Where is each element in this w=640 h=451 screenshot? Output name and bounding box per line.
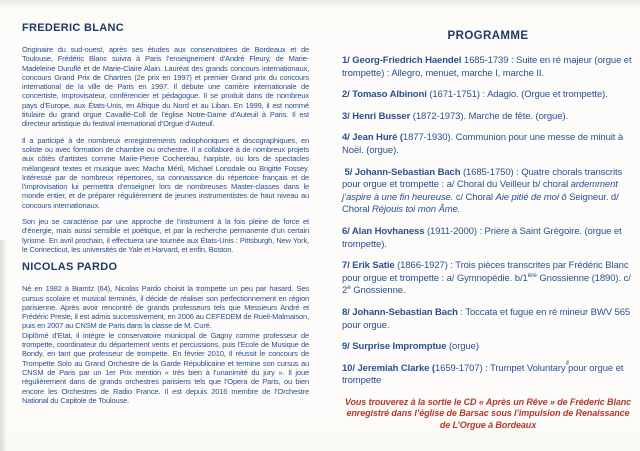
text-run: 1659-1707) : Trumpet Voluntary pour orgue et trompette: [342, 362, 624, 387]
programme-item-7: [342, 260, 634, 298]
programme-item-4: [342, 132, 634, 157]
text-run: 1877-1930). Communion pour une messe de minuit à Noël. (orgue).: [342, 132, 624, 156]
text-run: 5/ Johann-Sebastian Bach: [342, 166, 463, 178]
text-run: 1/ Georg-Friedrich Haendel: [342, 55, 464, 66]
text-run: Gnossienne (1890). c/ 2: [342, 272, 631, 297]
section-title-frederic-blanc: FREDERIC BLANC: [22, 22, 124, 34]
text-run: Gnossienne.: [350, 285, 406, 297]
text-run: Réjouis toi mon Âme.: [371, 204, 461, 216]
right-column: [342, 30, 634, 431]
text-run: (1872-1973). Marche de fête. (orgue).: [412, 110, 568, 122]
text-run: 3/ Henri Busser: [342, 110, 413, 122]
scan-smudge-top: [0, 0, 640, 8]
programme-item-8: [342, 307, 634, 332]
nicolas-bio-paragraph-1: Né en 1982 à Biarritz (64), Nicolas Pardo choisit la trompette un peu par hasard. Ses cursus scolaire et musical terminés, il décide de réaliser son perfectionnement en région parisienne. Après avoir rencontré de grands professeurs tels que Messieurs André et Frédéric Presle, il est admis successivement, en 2006 au CEFEDEM de Rueil-Malmaison, puis en 2007 au CNSM de Paris dans la classe de M. Curé.: [22, 284, 309, 331]
text-run: e: [347, 284, 351, 292]
text-run: 6/ Alan Hovhaness: [342, 225, 427, 237]
programme-item-2: [342, 89, 634, 102]
left-column: [22, 22, 309, 412]
text-run: 1685-1739 : Suite en ré majeur (orgue et trompette) : Allegro, menuet, marche I, marche II.: [342, 55, 632, 79]
text-run: c/ Choral: [453, 191, 496, 203]
programme-item-3: [342, 111, 634, 124]
text-run: 8/ Johann-Sebastian Bach: [342, 306, 461, 318]
text-run: 7/ Erik Satie: [342, 260, 398, 272]
text-run: (orgue): [448, 341, 479, 353]
programme-item-9: [342, 341, 634, 354]
text-run: 9/ Surprise Impromptue: [342, 341, 449, 353]
programme-item-5: [342, 167, 634, 217]
text-run: (1866-1927) : Trois pièces transcrites par Frédéric Blanc pour orgue et trompette : a/ Gymnopédie. b/1: [342, 260, 629, 284]
text-run: : Toccata et fugue en ré mineur BWV 565 pour orgue.: [342, 306, 631, 331]
cd-footnote: Vous trouverez à la sortie le CD « Après un Rêve » de Fréderic Blanc enregistré dans l’église de Barsac sous l’impulsion de Renaissance de L’Orgue à Bordeaux: [344, 396, 632, 430]
nicolas-bio-paragraph-2: Diplômé d’Etat, il intègre le conservatoire municipal de Gagny comme professeur de trompette, coordinateur du département vents et percussions, puis l’Ecole de Musique de Bondy, en tant que professeur de trompette. En février 2010, Il réussit le concours de Trompette Solo au Grand Orchestre de la Garde Républicaine et termine son cursus au CNSM de Paris par un 1er Prix mention « très bien à l’unanimité du jury ». Il joue régulièrement dans de grands orchestres parisiens tels que l’Opera de Paris, ou bien encore les Orchestres de Radio France. Il est depuis 2016 membre de l’Orchestre National du Capitole de Toulouse.: [22, 330, 309, 405]
text-run: ardemment j’aspire à une fin heureuse.: [342, 179, 618, 203]
text-run: (1671-1751) : Adagio. (Orgue et trompette).: [429, 89, 608, 101]
programme-item-6: [342, 226, 634, 251]
text-run: Aie pitié de moi ô: [495, 191, 570, 203]
text-run: ère: [527, 271, 537, 279]
frederic-bio-paragraph-1: Originaire du sud-ouest, après ses études aux conservatoires de Bordeaux et de Toulouse, Frédéric Blanc suivra à Paris l’enseignement d’André Fleury, de Marie-Madeleine Duruflé et de Marie-Claire Alain. Lauréat des grands concours internationaux, concours Grand Prix de Chartres (2e prix en 1997) et premier Grand prix du concours international de la ville de Paris en 1997. Il débute une carrière internationale de concertiste, improvisateur, conférencier et pédagogue. Il se produit dans de nombreux pays d’Europe, aux États-Unis, en Afrique du Nord et au Liban. En 1999, il est nommé titulaire du grand orgue Cavaillé-Coll de l’église Notre-Dame d’Auteuil à Paris. Il est directeur artistique du festival international d’Orgue d’Auteuil.: [22, 45, 309, 129]
text-run: 4/ Jean Huré (: [342, 132, 403, 144]
text-run: 10/ Jeremiah Clarke (: [342, 362, 435, 374]
programme-item-10: [342, 363, 634, 388]
text-run: (1685-1750) : Quatre chorals transcrits pour orgue et trompette : a/ Choral du Veilleur b/ choral: [342, 166, 623, 191]
programme-title: PROGRAMME: [447, 30, 529, 42]
text-run: Seigneur. d/ Choral: [342, 191, 619, 216]
text-run: (1911-2000) : Prière à Saint Grégoire. (orgue et trompette).: [342, 225, 622, 250]
text-run: 2/ Tomaso Albinoni: [342, 89, 430, 101]
section-title-nicolas-pardo: NICOLAS PARDO: [22, 261, 118, 274]
scan-smudge-left: [0, 240, 7, 451]
programme-item-1: [342, 55, 634, 80]
frederic-bio-paragraph-2: Il a participé à de nombreux enregistrements radiophoniques et discographiques, en soliste ou avec formation de chambre ou orchestre. Il a collaboré à de nombreux projets aux côtés d’artistes comme Marie-Pierre Cochereau, harpiste, ou lors de spectacles mélangeant textes et musique avec Macha Méril, Michael Lonsdale ou Brigitte Fossey. Intéressé par de nombreux répertoires, sa connaissance du répertoire français et de l’improvisation lui permettra d’enseigner lors de nombreuses Master-classes dans le monde entier, et de préparer régulièrement de jeunes instrumentistes de haut niveau au concours internationaux.: [22, 135, 309, 210]
frederic-bio-paragraph-3: Son jeu se caractérise par une approche de l’instrument à la fois pleine de force et d’énergie, mais aussi sensible et poétique, et par la recherche permanente d’un certain lyrisme. En avril prochain, il effectuera une tournée aux États-Unis : Pittsburgh, New York, le Connecticut, les universités de Yale et Harvard, et enfin, Boston.: [22, 217, 309, 254]
